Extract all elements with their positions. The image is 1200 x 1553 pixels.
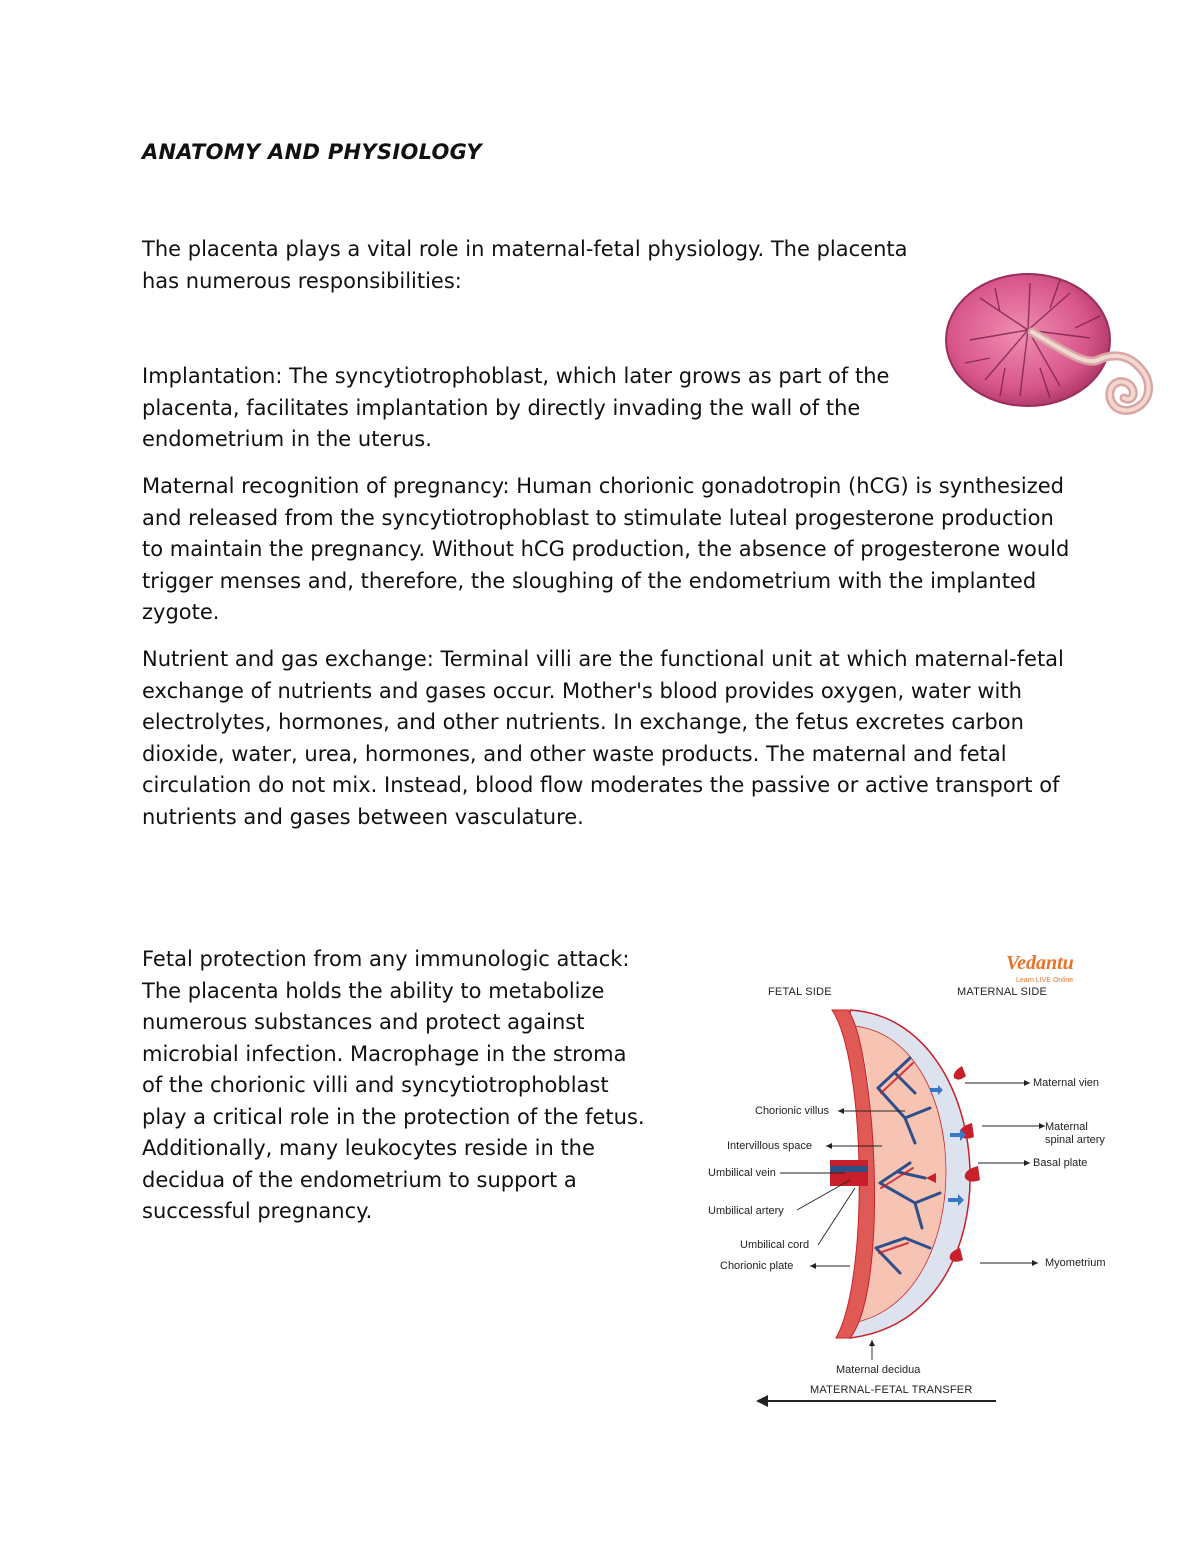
maternal-side-label: MATERNAL SIDE: [957, 986, 1048, 998]
implantation-paragraph: Implantation: The syncytiotrophoblast, which later grows as part of the placenta, facilitates implantation by directly invading the wall of the endometrium in the uterus.: [142, 364, 890, 451]
label-umbilical-artery: Umbilical artery: [708, 1205, 784, 1217]
label-myometrium: Myometrium: [1045, 1257, 1106, 1269]
page-title: ANATOMY AND PHYSIOLOGY: [142, 140, 482, 164]
placenta-diagram: [700, 948, 1130, 1413]
brand-logo: Vedantu: [1006, 952, 1074, 974]
fetal-side-label: FETAL SIDE: [768, 986, 832, 998]
label-maternal-decidua: Maternal decidua: [836, 1364, 921, 1376]
label-maternal-fetal-transfer: MATERNAL-FETAL TRANSFER: [810, 1384, 973, 1396]
label-umbilical-cord: Umbilical cord: [740, 1239, 810, 1251]
label-intervillous-space: Intervillous space: [727, 1140, 812, 1152]
brand-tagline: Learn LIVE Online: [1016, 977, 1074, 984]
protection-paragraph: Fetal protection from any immunologic attack: The placenta holds the ability to metabolize numerous substances and protect against microbial infection. Macrophage in the stroma of the chorionic villi and syncytiotrophoblast play a critical role in the protection of the fetus. Additionally, many leukocytes reside in the decidua of the endometrium to support a successful pregnancy.: [142, 947, 645, 1223]
label-maternal-spinal-artery-1: Maternal: [1045, 1121, 1088, 1133]
right-labels: [1033, 1077, 1106, 1269]
left-labels: [708, 1105, 829, 1272]
exchange-paragraph: Nutrient and gas exchange: Terminal villi are the functional unit at which maternal-fetal exchange of nutrients and gases occur. Mother's blood provides oxygen, water with electrolytes, hormones, and other nutrients. In exchange, the fetus excretes carbon dioxide, water, urea, hormones, and other waste products. The maternal and fetal circulation do not mix. Instead, blood flow moderates the passive or active transport of nutrients and gases between vasculature.: [142, 647, 1064, 829]
label-umbilical-vein: Umbilical vein: [708, 1167, 776, 1179]
label-maternal-spinal-artery-2: spinal artery: [1045, 1134, 1105, 1146]
label-basal-plate: Basal plate: [1033, 1157, 1088, 1169]
placenta-illustration: [940, 268, 1175, 448]
intro-paragraph: The placenta plays a vital role in maternal-fetal physiology. The placenta has numerous responsibilities:: [142, 237, 908, 293]
label-chorionic-plate: Chorionic plate: [720, 1260, 794, 1272]
label-chorionic-villus: Chorionic villus: [755, 1105, 829, 1117]
label-maternal-vein: Maternal vien: [1033, 1077, 1100, 1089]
recognition-paragraph: Maternal recognition of pregnancy: Human chorionic gonadotropin (hCG) is synthesized and released from the syncytiotrophoblast to stimulate luteal progesterone production to maintain the pregnancy. Without hCG production, the absence of progesterone would trigger menses and, therefore, the sloughing of the endometrium with the implanted zygote.: [142, 474, 1070, 624]
